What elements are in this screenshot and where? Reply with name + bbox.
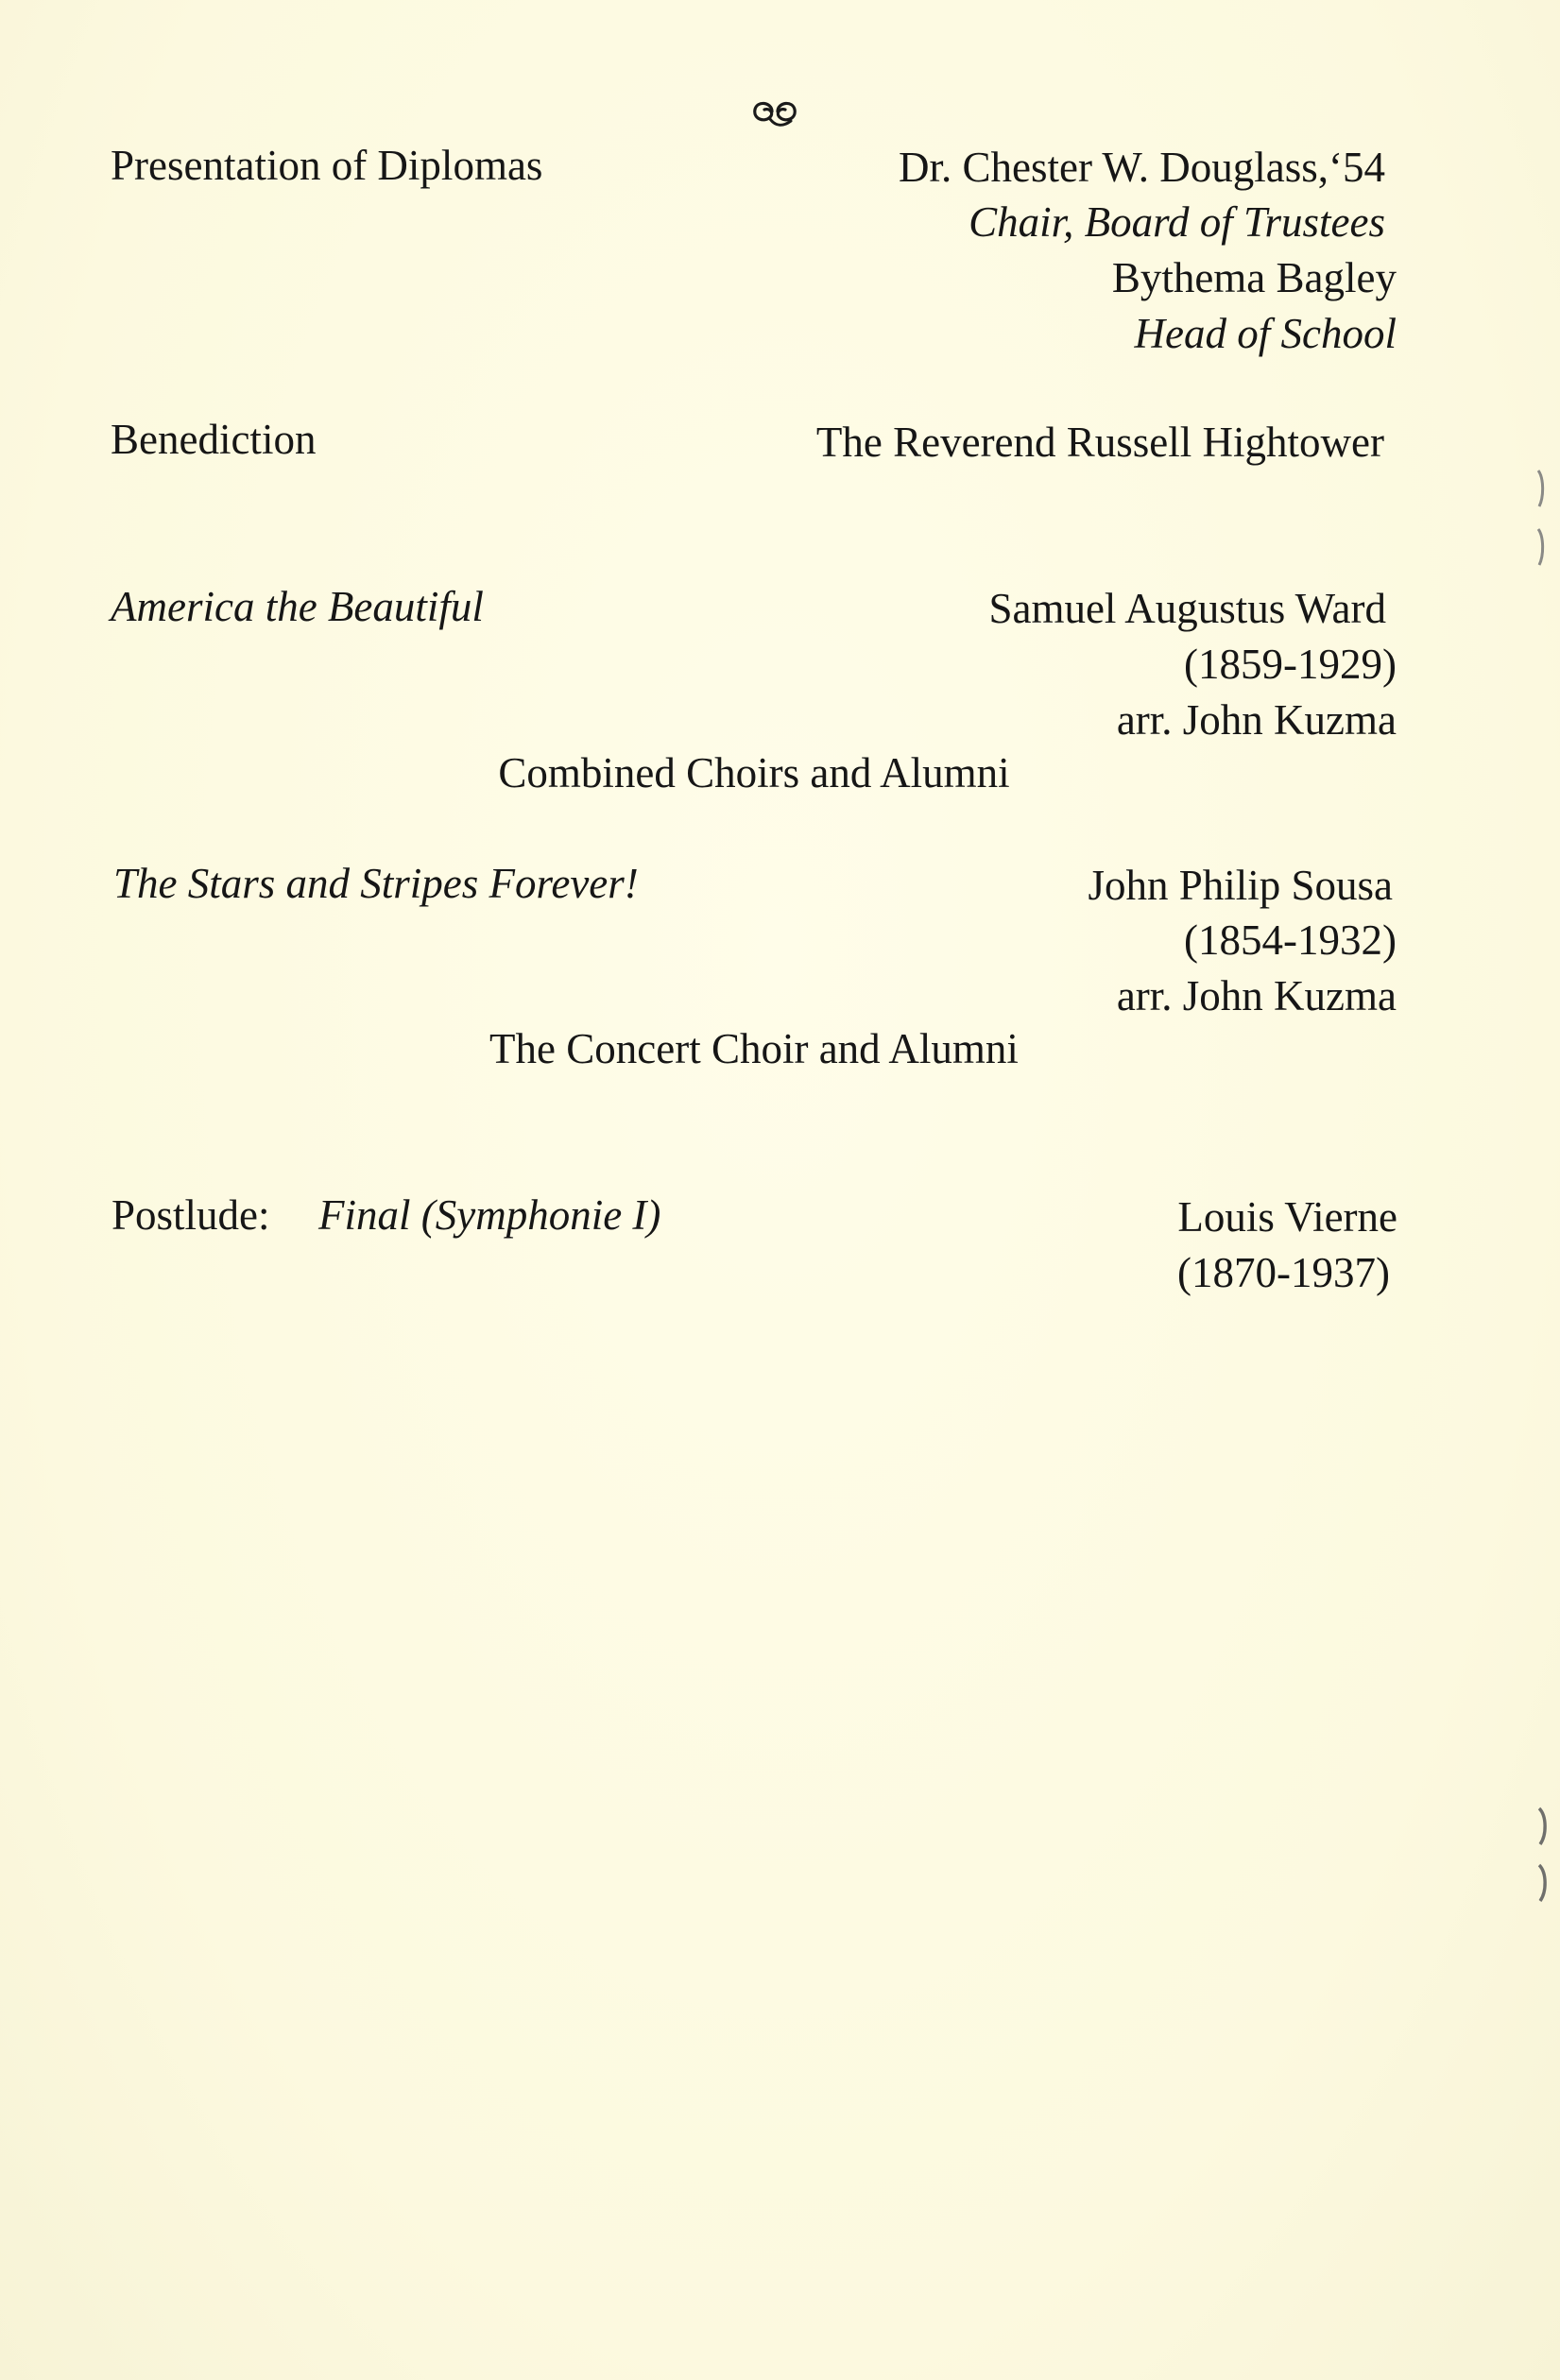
diplomas-presenter1-role: Chair, Board of Trustees: [969, 198, 1385, 246]
america-composer: Samuel Augustus Ward: [988, 585, 1386, 632]
diplomas-presenter1-name: Dr. Chester W. Douglass,‘54: [899, 144, 1385, 191]
america-dates: (1859-1929): [1184, 641, 1397, 688]
stars-composer: John Philip Sousa: [1088, 862, 1393, 909]
staple-mark: [1534, 469, 1548, 508]
diplomas-presenter2-name: Bythema Bagley: [1111, 254, 1397, 301]
america-performers: Combined Choirs and Alumni: [498, 749, 1010, 796]
staple-mark: [1536, 1863, 1550, 1903]
diplomas-presenter2-role: Head of School: [1134, 310, 1397, 357]
postlude-composer: Louis Vierne: [1177, 1193, 1397, 1241]
stars-performers: The Concert Choir and Alumni: [489, 1025, 1019, 1072]
postlude-title: Final (Symphonie I): [318, 1191, 661, 1239]
benediction-officiant: The Reverend Russell Hightower: [815, 419, 1384, 466]
postlude-dates: (1870-1937): [1177, 1249, 1390, 1296]
stars-arranger: arr. John Kuzma: [1116, 972, 1397, 1019]
staple-mark: [1536, 1806, 1550, 1846]
america-title: America the Beautiful: [111, 583, 484, 630]
benediction-title: Benediction: [111, 416, 317, 463]
stars-title: The Stars and Stripes Forever!: [113, 860, 639, 907]
america-arranger: arr. John Kuzma: [1116, 696, 1397, 744]
stars-dates: (1854-1932): [1184, 916, 1397, 964]
postlude-label: Postlude:: [111, 1191, 270, 1239]
fleuron-icon: [751, 94, 798, 128]
staple-mark: [1534, 527, 1548, 567]
diplomas-title: Presentation of Diplomas: [111, 142, 543, 189]
